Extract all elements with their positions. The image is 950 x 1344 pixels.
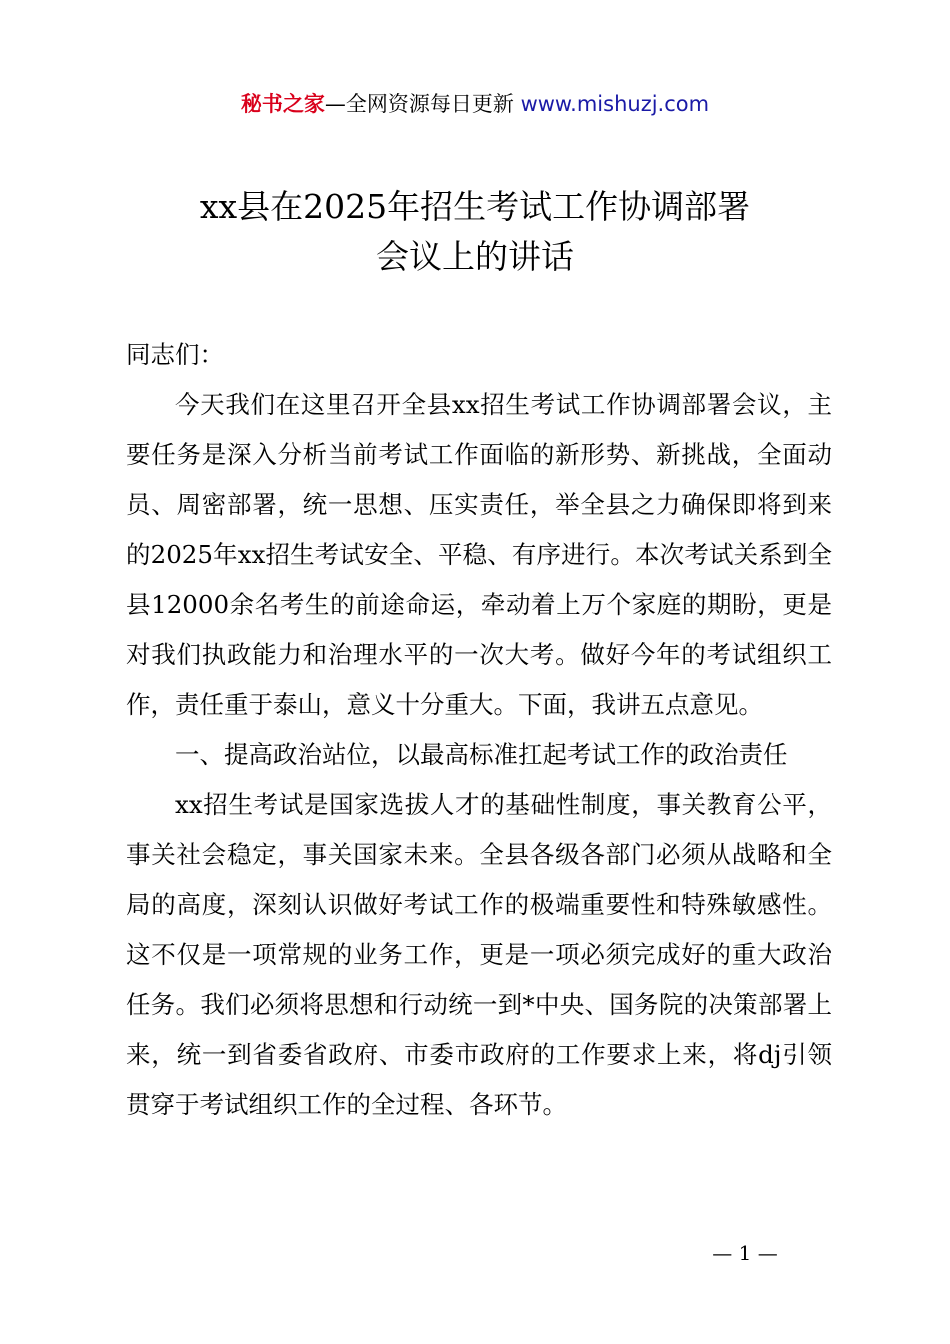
paragraph-intro: 今天我们在这里召开全县xx招生考试工作协调部署会议，主要任务是深入分析当前考试工作面临的新形势、新挑战，全面动员、周密部署，统一思想、压实责任，举全县之力确保即将到来的2025年xx招生考试安全、平稳、有序进行。本次考试关系到全县12000余名考生的前途命运，牵动着上万个家庭的期盼，更是对我们执政能力和治理水平的一次大考。做好今年的考试组织工作，责任重于泰山，意义十分重大。下面，我讲五点意见。 [126, 390, 832, 719]
site-header [0, 88, 950, 120]
site-url-link[interactable]: www.mishuzj.com [520, 92, 710, 116]
header-slogan: —全网资源每日更新 [324, 92, 521, 116]
section-heading-1: 一、提高政治站位，以最高标准扛起考试工作的政治责任 [175, 740, 788, 769]
page-number: — 1 — [712, 1241, 778, 1265]
brand-name: 秘书之家 [240, 92, 325, 116]
title-line-2: 会议上的讲话 [376, 237, 574, 276]
document-title [0, 182, 950, 282]
salutation: 同志们： [126, 340, 224, 369]
paragraph-section-1: xx招生考试是国家选拔人才的基础性制度，事关教育公平，事关社会稳定，事关国家未来。全县各级各部门必须从战略和全局的高度，深刻认识做好考试工作的极端重要性和特殊敏感性。这不仅是一项常规的业务工作，更是一项必须完成好的重大政治任务。我们必须将思想和行动统一到*中央、国务院的决策部署上来，统一到省委省政府、市委市政府的工作要求上来，将dj引领贯穿于考试组织工作的全过程、各环节。 [126, 790, 832, 1119]
title-line-1: xx县在2025年招生考试工作协调部署 [199, 187, 751, 226]
document-body [126, 330, 832, 1130]
